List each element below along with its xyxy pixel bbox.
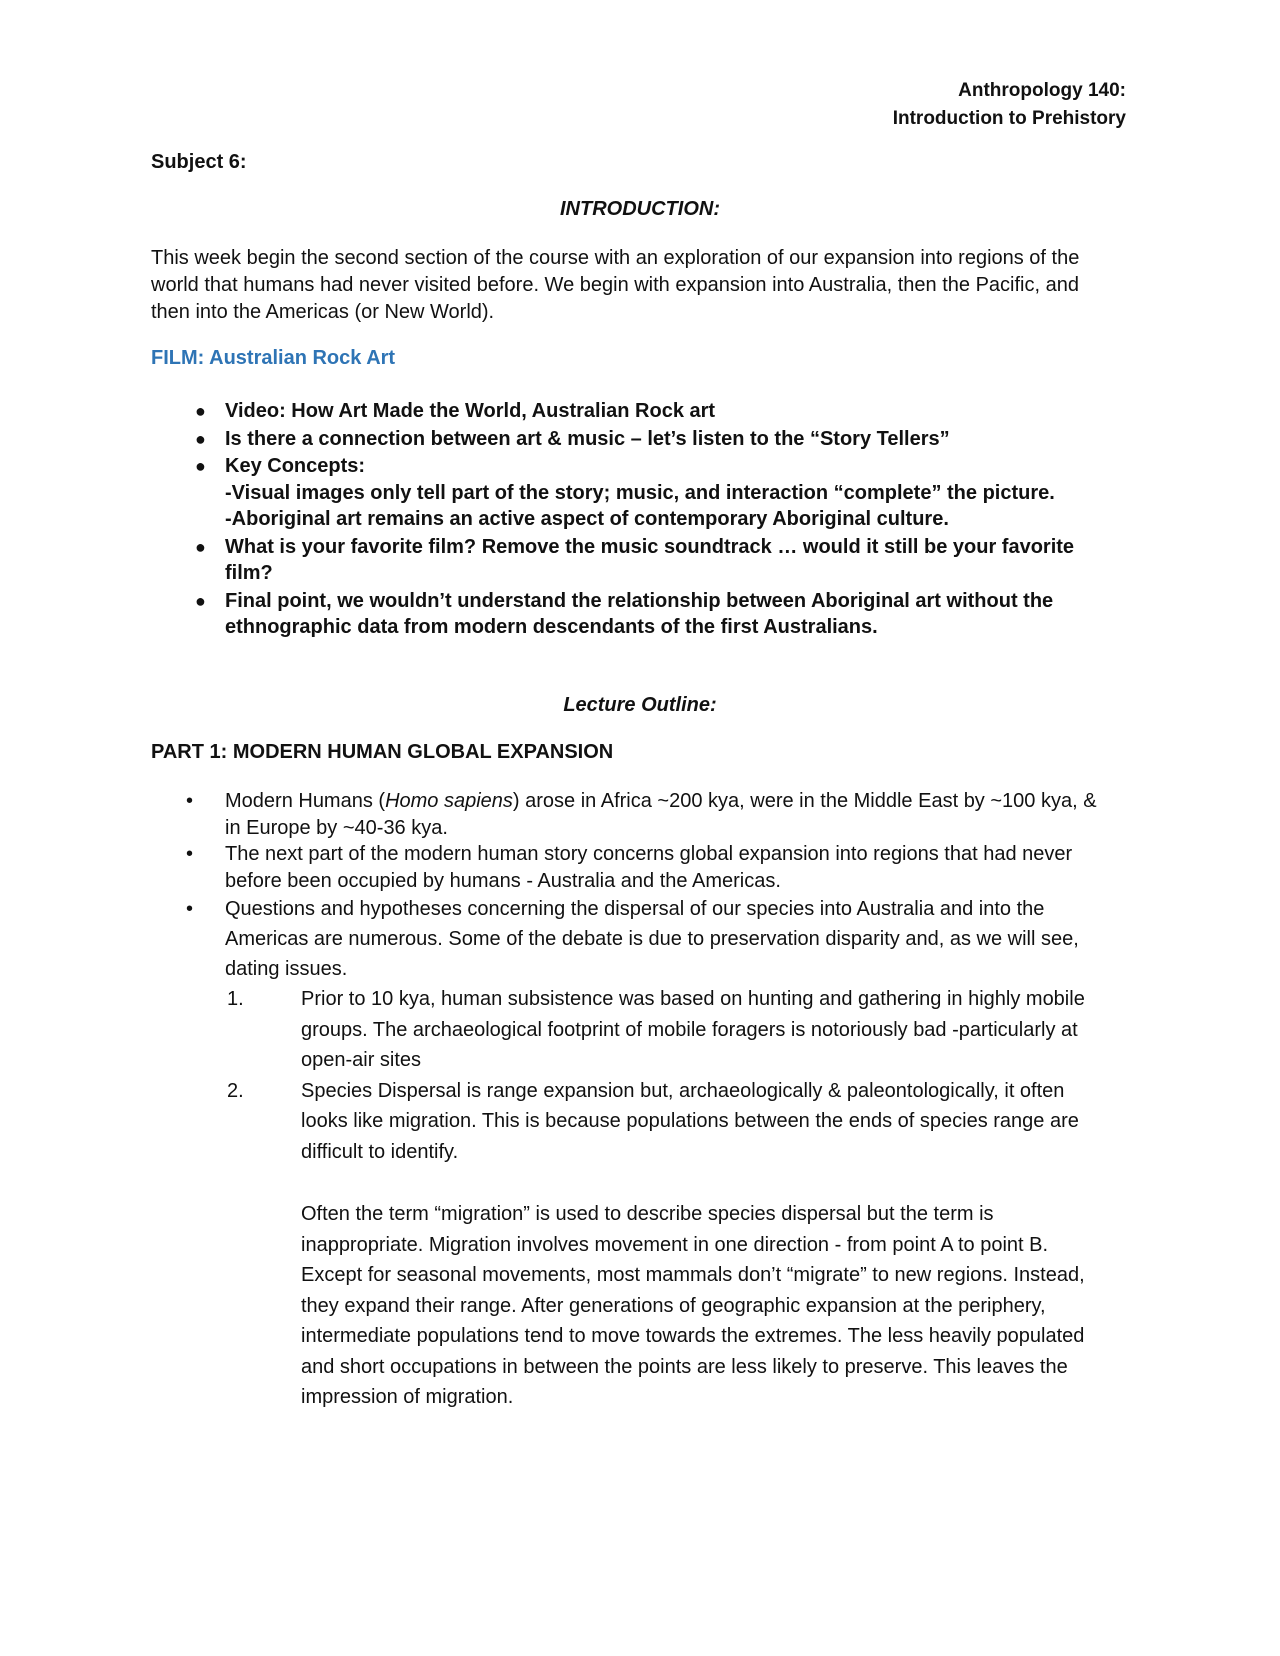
bullet-icon: • <box>186 898 194 920</box>
bullet-icon: ● <box>195 536 206 557</box>
bullet-icon: ● <box>195 456 206 476</box>
course-title: Introduction to Prehistory <box>892 108 1126 129</box>
introduction-heading: INTRODUCTION: <box>560 198 720 220</box>
course-number: Anthropology 140: <box>958 80 1126 101</box>
bullet-icon: ● <box>195 401 206 421</box>
key-concept-2: -Aboriginal art remains an active aspect of contemporary Aboriginal culture. <box>225 508 949 530</box>
species-name: Homo sapiens <box>385 790 513 812</box>
list-item: 2. Species Dispersal is range expansion but, archaeologically & paleontologically, it often looks like migration. This is because populations between the ends of species range are difficult to identify. <box>225 1076 1111 1168</box>
list-item: ● Video: How Art Made the World, Australian Rock art <box>151 398 1111 425</box>
list-item: ● Is there a connection between art & music – let’s listen to the “Story Tellers” <box>151 426 1111 453</box>
list-item: • Questions and hypotheses concerning the dispersal of our species into Australia and into the Americas are numerous. Some of the debate is due to preservation disparity and, as we will see, dating issues. <box>151 894 1111 984</box>
part-1-bullets <box>151 788 1111 984</box>
film-heading: FILM: Australian Rock Art <box>151 347 396 369</box>
list-item: 1. Prior to 10 kya, human subsistence was based on hunting and gathering in highly mobile groups. The archaeological footprint of mobile foragers is notoriously bad -particularly at open-air sites <box>225 984 1111 1076</box>
list-item: ● Final point, we wouldn’t understand the relationship between Aboriginal art without the ethnographic data from modern descendants of the first Australians. <box>195 589 1054 638</box>
list-item: ● Key Concepts: -Visual images only tell part of the story; music, and interaction “complete” the picture. -Aboriginal art remains an active aspect of contemporary Aboriginal culture. <box>151 453 1111 533</box>
migration-paragraph: Often the term “migration” is used to describe species dispersal but the term is inappropriate. Migration involves movement in one direction - from point A to point B. Except for seasonal movements, most mammals don’t “migrate” to new regions. Instead, they expand their range. After generations of geographic expansion at the periphery, intermediate populations tend to move towards the extremes. The less heavily populated and short occupations in between the points are less likely to preserve. This leaves the impression of migration. <box>301 1203 1085 1408</box>
introduction-body: This week begin the second section of the course with an exploration of our expansion into regions of the world that humans had never visited before. We begin with expansion into Australia, then the Pacific, and then into the Americas (or New World). <box>151 247 1080 323</box>
list-number: 2. <box>227 1079 244 1102</box>
part-1-numbered-list <box>225 984 1111 1167</box>
part-1-heading: PART 1: MODERN HUMAN GLOBAL EXPANSION <box>151 741 614 763</box>
list-item: • Modern Humans (Homo sapiens) arose in Africa ~200 kya, were in the Middle East by ~100 kya, & in Europe by ~40-36 kya. <box>186 790 1097 839</box>
key-concept-1: -Visual images only tell part of the story; music, and interaction “complete” the picture. <box>225 481 1055 504</box>
bullet-icon: ● <box>195 428 206 449</box>
lecture-outline-heading: Lecture Outline: <box>563 694 717 716</box>
bullet-icon: ● <box>195 590 206 611</box>
bullet-icon: • <box>186 843 194 865</box>
film-list <box>151 398 1111 642</box>
list-number: 1. <box>227 988 244 1010</box>
bullet-icon: • <box>186 790 194 812</box>
subject-label: Subject 6: <box>151 151 247 173</box>
list-item: ● What is your favorite film? Remove the music soundtrack … would it still be your favorite film? <box>195 535 1075 584</box>
list-item: • The next part of the modern human story concerns global expansion into regions that had never before been occupied by humans - Australia and the Americas. <box>186 843 1073 892</box>
course-header <box>893 77 1126 133</box>
